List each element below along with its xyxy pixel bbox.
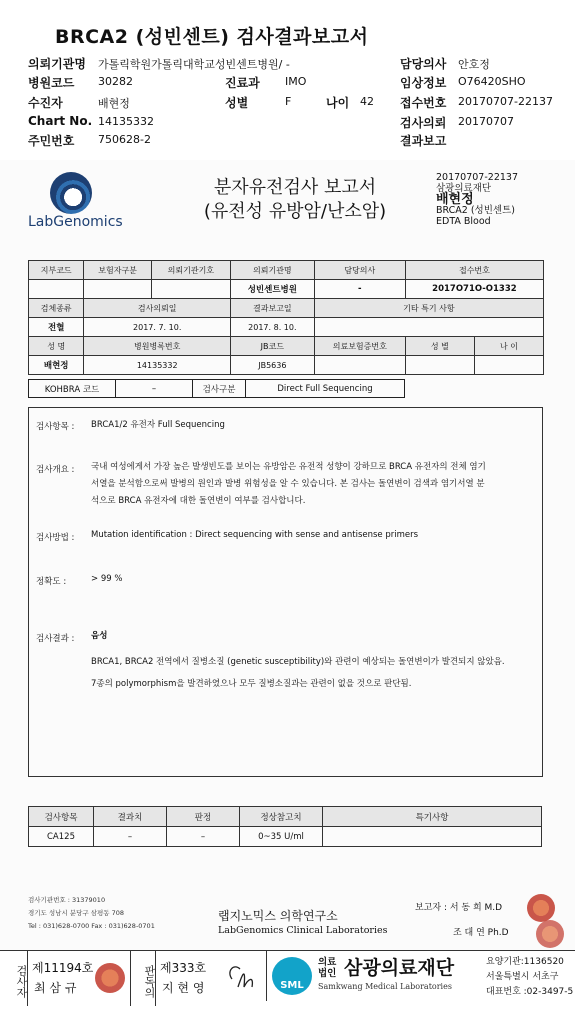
info-cell bbox=[474, 356, 543, 375]
lab-name-kr: 랩지노믹스 의학연구소 bbox=[218, 909, 338, 923]
info-header: 의뢰기관명 bbox=[230, 261, 314, 280]
info-cell: 2017. 7. 10. bbox=[84, 318, 231, 337]
reporter2: 조 대 연 Ph.D bbox=[453, 928, 509, 938]
labgenomics-logo-icon bbox=[50, 172, 92, 214]
result-value: 음성 bbox=[91, 631, 108, 641]
inspector-no: 제11194호 bbox=[32, 961, 94, 975]
result-label: 검사결과 : bbox=[36, 634, 75, 644]
info-cell bbox=[151, 280, 230, 299]
info-cell bbox=[314, 356, 405, 375]
resident-no-value: 750628-2 bbox=[98, 133, 151, 146]
result-line: 7종의 polymorphism을 발견하였으나 모두 질병소질과는 관련이 없을 것으로 판단됨. bbox=[91, 679, 412, 689]
reviewer-signature-icon bbox=[222, 957, 262, 995]
info-header: 의뢰기관기호 bbox=[151, 261, 230, 280]
result-table bbox=[28, 806, 542, 847]
method-value: Mutation identification : Direct sequencing with sense and antisense primers bbox=[91, 530, 419, 540]
hospital-code-label: 병원코드 bbox=[28, 76, 75, 90]
info-header: 의료보험증번호 bbox=[314, 337, 405, 356]
info-header: JB코드 bbox=[230, 337, 314, 356]
result-header: 판정 bbox=[167, 807, 240, 827]
document-title-line2: (유전성 유방암/난소암) bbox=[203, 201, 387, 222]
lab-info-line: 경기도 성남시 분당구 삼평동 708 bbox=[28, 909, 125, 917]
logo-text: LabGenomics bbox=[28, 214, 123, 230]
doctor-label: 담당의사 bbox=[400, 57, 447, 71]
info-header: 지부코드 bbox=[29, 261, 84, 280]
info-header: 보험자구분 bbox=[84, 261, 151, 280]
info-header: 접수번호 bbox=[405, 261, 543, 280]
patient-value: 배현정 bbox=[98, 97, 130, 110]
lab-name-en: LabGenomics Clinical Laboratories bbox=[218, 925, 388, 936]
reporter: 보고자 : 서 동 희 M.D bbox=[415, 903, 503, 913]
result-cell: CA125 bbox=[29, 827, 94, 847]
inspector-seal-icon bbox=[95, 963, 125, 993]
info-header: 성 별 bbox=[405, 337, 474, 356]
org-en: Samkwang Medical Laboratories bbox=[318, 982, 452, 991]
org-address: 서울특별시 서초구 bbox=[486, 972, 559, 982]
chart-no-label: Chart No. bbox=[28, 114, 93, 128]
request-date-value: 20170707 bbox=[458, 115, 514, 128]
footer bbox=[0, 950, 575, 1001]
overview-text bbox=[91, 459, 536, 510]
org-name: 삼광의료재단 bbox=[344, 957, 455, 979]
result-cell: 0~35 U/ml bbox=[240, 827, 323, 847]
sex-value: F bbox=[285, 95, 292, 108]
info-header: 검체종류 bbox=[29, 299, 84, 318]
department-label: 진료과 bbox=[225, 76, 260, 90]
overview-label: 검사개요 : bbox=[36, 465, 75, 475]
reporter2-seal-icon bbox=[536, 920, 564, 948]
stamp-line1: 20170707-22137 bbox=[436, 172, 519, 183]
document-title-line1: 분자유전검사 보고서 bbox=[213, 177, 377, 198]
info-header: 나 이 bbox=[474, 337, 543, 356]
result-cell: – bbox=[167, 827, 240, 847]
inspector-name: 최 삼 규 bbox=[34, 981, 77, 995]
info-cell: 2017O71O-O1332 bbox=[405, 280, 543, 299]
sml-logo-icon bbox=[272, 957, 312, 995]
clinical-info-value: O76420SHO bbox=[458, 75, 526, 88]
request-date-label: 검사의뢰 bbox=[400, 116, 447, 130]
reviewer-name: 지 현 영 bbox=[162, 981, 205, 995]
age-label: 나이 bbox=[326, 96, 350, 110]
result-cell: – bbox=[94, 827, 167, 847]
info-header: 검사의뢰일 bbox=[84, 299, 231, 318]
org-code: 요양기관:1136520 bbox=[486, 957, 564, 967]
info-header: 성 명 bbox=[29, 337, 84, 356]
info-cell bbox=[405, 356, 474, 375]
info-cell: 2017. 8. 10. bbox=[230, 318, 314, 337]
info-cell: 14135332 bbox=[84, 356, 231, 375]
kohbra-table bbox=[28, 379, 405, 398]
info-header: 병원병록번호 bbox=[84, 337, 231, 356]
item-value: BRCA1/2 유전자 Full Sequencing bbox=[91, 420, 225, 430]
test-type-label: 검사구분 bbox=[193, 380, 246, 398]
resident-no-label: 주민번호 bbox=[28, 134, 75, 148]
result-header: 특기사항 bbox=[323, 807, 542, 827]
sample-label-stamp bbox=[436, 172, 518, 227]
info-cell: 성빈센트병원 bbox=[230, 280, 314, 299]
result-report-label: 결과보고 bbox=[400, 134, 447, 148]
method-label: 검사방법 : bbox=[36, 533, 75, 543]
reviewer-label: 판독의 bbox=[130, 951, 156, 1006]
stamp-name: 배현정 bbox=[436, 192, 474, 207]
info-header: 담당의사 bbox=[314, 261, 405, 280]
report-body bbox=[28, 407, 543, 777]
sex-label: 성별 bbox=[225, 96, 249, 110]
reception-no-value: 20170707-22137 bbox=[458, 95, 553, 108]
item-label: 검사항목 : bbox=[36, 422, 75, 432]
info-cell bbox=[29, 280, 84, 299]
info-cell: 전혈 bbox=[29, 318, 84, 337]
hospital-code-value: 30282 bbox=[98, 75, 133, 88]
reporter-seal-icon bbox=[527, 894, 555, 922]
result-header: 결과치 bbox=[94, 807, 167, 827]
hospital-label: 의뢰기관명 bbox=[28, 57, 86, 71]
info-table bbox=[28, 260, 544, 375]
overview-line: 국내 여성에게서 가장 높은 발생빈도를 보이는 유방암은 유전적 성향이 강하므로 BRCA 유전자의 전체 염기 bbox=[91, 462, 486, 472]
lab-info-line: Tel : 031)628-0700 Fax : 031)628-0701 bbox=[28, 922, 155, 930]
inspector-label: 검사자 bbox=[0, 951, 28, 1006]
lab-info-line: 검사기관번호 : 31379010 bbox=[28, 896, 106, 904]
age-value: 42 bbox=[360, 95, 374, 108]
footer-divider bbox=[266, 951, 267, 1001]
accuracy-label: 정확도 : bbox=[36, 577, 67, 587]
overview-line: 석으로 BRCA 유전자에 대한 돌연변이 여부를 검사합니다. bbox=[91, 496, 306, 506]
stamp-line4: BRCA2 (성빈센트) bbox=[436, 205, 515, 216]
org-prefix: 의료법인 bbox=[318, 957, 337, 979]
chart-no-value: 14135332 bbox=[98, 115, 154, 128]
document-title bbox=[170, 176, 420, 224]
sml-logo-text: SML bbox=[280, 980, 304, 991]
result-text bbox=[91, 651, 536, 695]
reviewer-no: 제333호 bbox=[160, 961, 207, 975]
info-cell bbox=[314, 318, 543, 337]
department-value: IMO bbox=[285, 75, 307, 88]
result-header: 정상참고치 bbox=[240, 807, 323, 827]
info-cell bbox=[84, 280, 151, 299]
result-line: BRCA1, BRCA2 전역에서 질병소질 (genetic susceptibility)와 관련이 예상되는 돌연변이가 발견되지 않았음. bbox=[91, 657, 505, 667]
accuracy-value: > 99 % bbox=[91, 574, 123, 584]
test-type-value: Direct Full Sequencing bbox=[246, 380, 405, 398]
overview-line: 서열을 분석함으로써 발병의 원인과 발병 위험성을 알 수 있습니다. 본 검사는 돌연변이 검색과 염기서열 분 bbox=[91, 479, 485, 489]
info-cell: - bbox=[314, 280, 405, 299]
stamp-line2: 삼광의료재단 bbox=[436, 183, 492, 194]
result-cell bbox=[323, 827, 542, 847]
hospital-value: 가톨릭학원가톨릭대학교성빈센트병원/ - bbox=[98, 58, 290, 71]
info-header: 기타 특기 사항 bbox=[314, 299, 543, 318]
result-header: 검사항목 bbox=[29, 807, 94, 827]
kohbra-label: KOHBRA 코드 bbox=[29, 380, 116, 398]
kohbra-value: – bbox=[116, 380, 193, 398]
lab-info bbox=[28, 894, 155, 933]
info-cell: 배현정 bbox=[29, 356, 84, 375]
patient-label: 수진자 bbox=[28, 96, 63, 110]
stamp-line5: EDTA Blood bbox=[436, 216, 491, 227]
info-header: 결과보고일 bbox=[230, 299, 314, 318]
doctor-value: 안호정 bbox=[458, 58, 490, 71]
info-cell: JB5636 bbox=[230, 356, 314, 375]
report-title: BRCA2 (성빈센트) 검사결과보고서 bbox=[55, 26, 369, 48]
clinical-info-label: 임상정보 bbox=[400, 76, 447, 90]
reception-no-label: 접수번호 bbox=[400, 96, 447, 110]
org-tel: 대표번호 :02-3497-5 bbox=[486, 987, 574, 997]
